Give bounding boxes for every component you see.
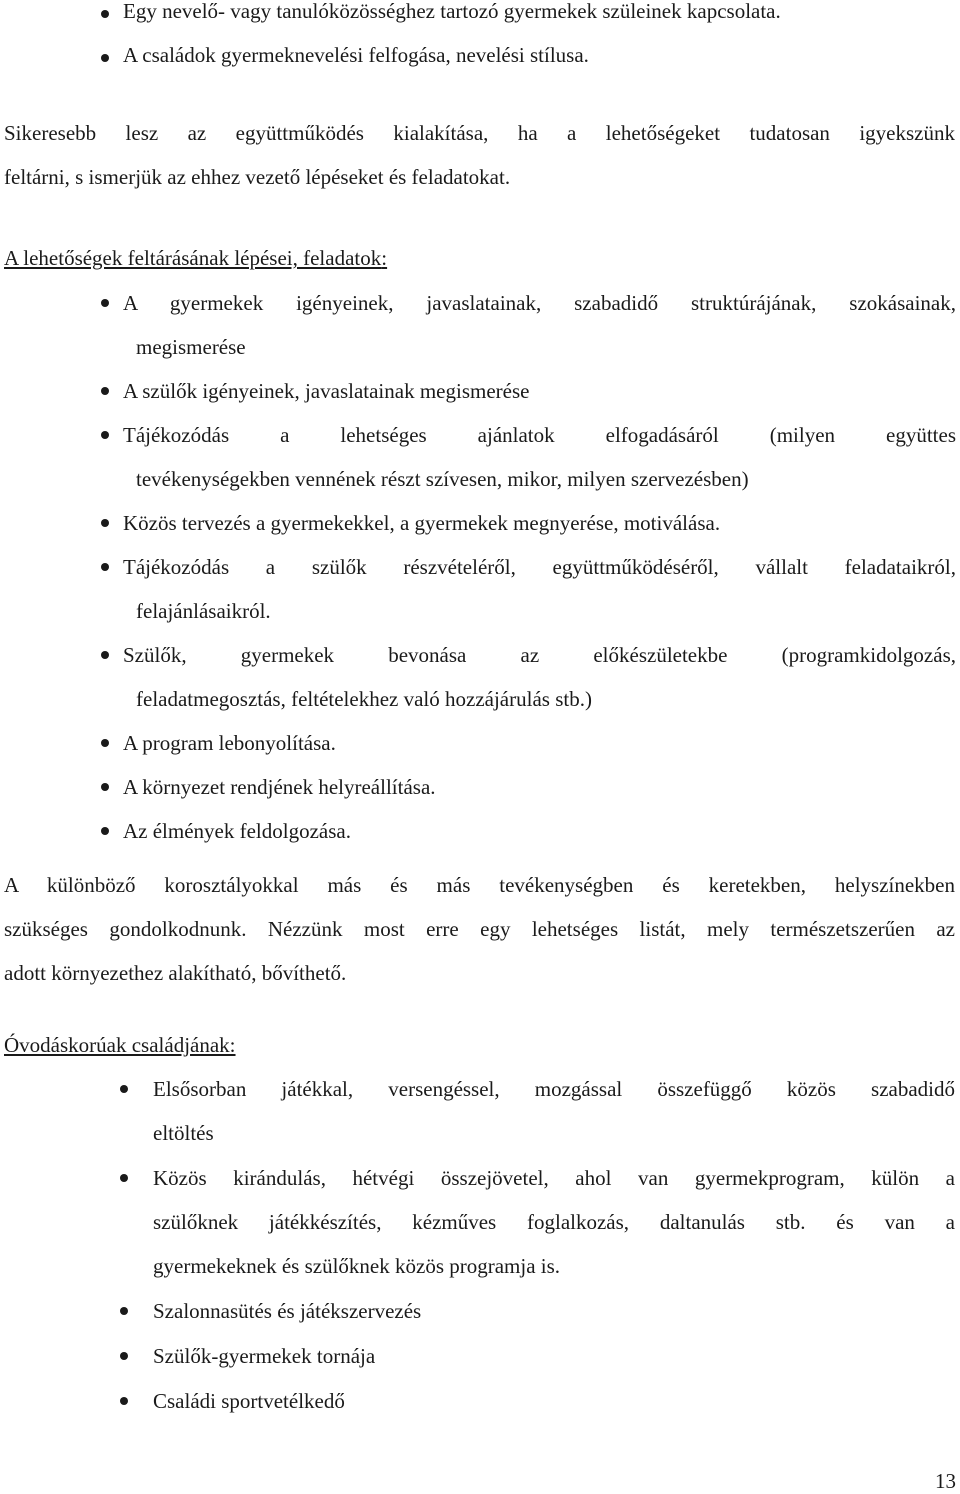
list-item-text-continued: feladatmegosztás, feltételekhez való hozzájárulás stb.): [136, 687, 592, 711]
list-item-text: Tájékozódás a lehetséges ajánlatok elfogadásáról (milyen együttes: [123, 423, 956, 447]
list-item-text: A program lebonyolítása.: [123, 731, 336, 755]
list-item: [0, 0, 960, 44]
list-item-text: Elsősorban játékkal, versengéssel, mozgással összefüggő közös szabadidő: [153, 1077, 955, 1101]
paragraph-line: adott környezethez alakítható, bővíthető.: [4, 961, 347, 985]
list-item-text-continued: eltöltés: [153, 1121, 214, 1145]
intro-paragraph: [4, 111, 955, 199]
list-item-text: Egy nevelő- vagy tanulóközösséghez tartozó gyermekek szüleinek kapcsolata.: [123, 0, 781, 23]
steps-list-item: [0, 281, 960, 369]
steps-heading: [4, 243, 387, 273]
bullet-icon: [120, 1174, 128, 1182]
list-item-text: Családi sportvetélkedő: [153, 1389, 345, 1413]
list-item-text: Tájékozódás a szülők részvételéről, együttműködéséről, vállalt feladataikról,: [123, 555, 956, 579]
bullet-icon: [101, 10, 109, 18]
bullet-icon: [101, 431, 109, 439]
steps-list-item: [0, 545, 960, 633]
list-item-text: Közös kirándulás, hétvégi összejövetel, ahol van gyermekprogram, külön a: [153, 1166, 955, 1190]
steps-list-item: [0, 369, 960, 413]
list-item-text: Szülők, gyermekek bevonása az előkészületekbe (programkidolgozás,: [123, 643, 956, 667]
bullet-icon: [101, 783, 109, 791]
bullet-icon: [101, 651, 109, 659]
kindergarten-list-item: [0, 1067, 960, 1155]
steps-list-item: [0, 809, 960, 853]
list-item-text: Szalonnasütés és játékszervezés: [153, 1299, 422, 1323]
list-item-text-continued: megismerése: [136, 335, 246, 359]
list-item-text: A környezet rendjének helyreállítása.: [123, 775, 436, 799]
bullet-icon: [120, 1397, 128, 1405]
page-number: 13: [935, 1469, 956, 1493]
bullet-icon: [101, 827, 109, 835]
kindergarten-list-item: [0, 1156, 960, 1288]
age-groups-paragraph: [4, 863, 955, 995]
steps-list-item: [0, 501, 960, 545]
paragraph-line: feltárni, s ismerjük az ehhez vezető lépéseket és feladatokat.: [4, 165, 511, 189]
list-item-text: Szülők-gyermekek tornája: [153, 1344, 376, 1368]
top-bullet-list: [0, 0, 960, 88]
steps-list-item: [0, 633, 960, 721]
bullet-icon: [120, 1085, 128, 1093]
bullet-icon: [101, 519, 109, 527]
steps-heading-colon: :: [381, 246, 388, 270]
list-item-text-continued: felajánlásaikról.: [136, 599, 271, 623]
kindergarten-list-item: [0, 1334, 960, 1378]
kindergarten-list: [0, 1067, 960, 1424]
paragraph-line: A különböző korosztályokkal más és más tevékenységben és keretekben, helyszínekben: [4, 873, 955, 897]
bullet-icon: [101, 739, 109, 747]
bullet-icon: [120, 1307, 128, 1315]
steps-list-item: [0, 765, 960, 809]
bullet-icon: [101, 387, 109, 395]
list-item-text: A szülők igényeinek, javaslatainak megismerése: [123, 379, 530, 403]
list-item-text-continued: tevékenységekben vennének részt szívesen, mikor, milyen szervezésben): [136, 467, 749, 491]
steps-list-item: [0, 721, 960, 765]
list-item-text: Közös tervezés a gyermekekkel, a gyermekek megnyerése, motiválása.: [123, 511, 721, 535]
list-item: [0, 44, 960, 88]
bullet-icon: [101, 54, 109, 62]
bullet-icon: [101, 563, 109, 571]
list-item-text: A gyermekek igényeinek, javaslatainak, szabadidő struktúrájának, szokásainak,: [123, 291, 956, 315]
bullet-icon: [101, 299, 109, 307]
bullet-icon: [120, 1352, 128, 1360]
kindergarten-heading: Óvodáskorúak családjának:: [4, 1033, 236, 1057]
steps-list: [0, 281, 960, 853]
paragraph-line: Sikeresebb lesz az együttműködés kialakítása, ha a lehetőségeket tudatosan igyekszünk: [4, 121, 955, 145]
list-item-text: A családok gyermeknevelési felfogása, nevelési stílusa.: [123, 43, 589, 67]
kindergarten-list-item: [0, 1379, 960, 1423]
kindergarten-list-item: [0, 1289, 960, 1333]
list-item-text: Az élmények feldolgozása.: [123, 819, 351, 843]
steps-list-item: [0, 413, 960, 501]
list-item-text-continued: gyermekeknek és szülőknek közös programja is.: [153, 1254, 561, 1278]
paragraph-line: szükséges gondolkodnunk. Nézzünk most erre egy lehetséges listát, mely természetszerűen az: [4, 917, 955, 941]
list-item-text-continued: szülőknek játékkészítés, kézműves foglalkozás, daltanulás stb. és van a: [153, 1210, 955, 1234]
steps-heading-text: A lehetőségek feltárásának lépései, feladatok: [4, 246, 382, 270]
